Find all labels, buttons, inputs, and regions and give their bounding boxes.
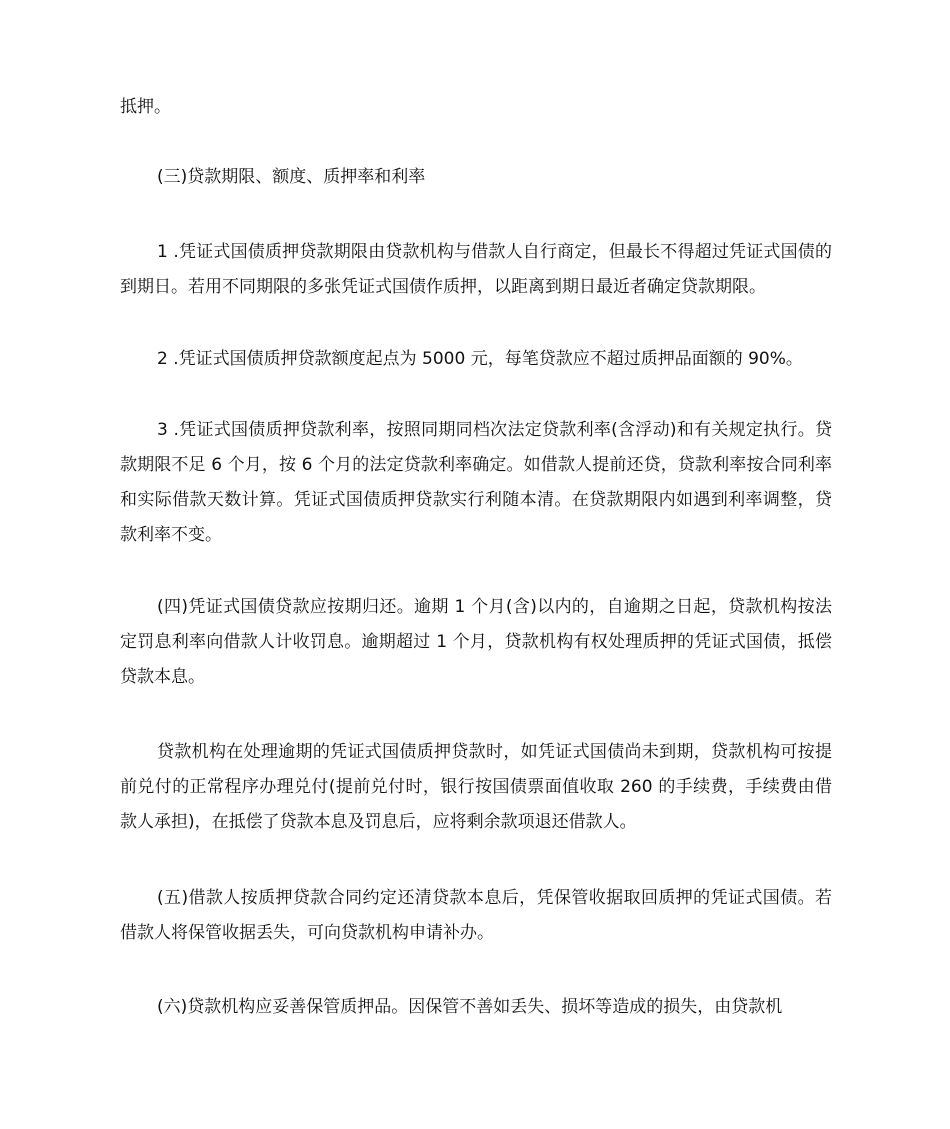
- paragraph-continuation: 抵押。: [120, 97, 171, 117]
- paragraph-overdue-handling: 贷款机构在处理逾期的凭证式国债质押贷款时，如凭证式国债尚未到期，贷款机构可按提前兑付的正常程序办理兑付(提前兑付时，银行按国债票面值收取 260 的手续费，手续费由借款人承担)，在抵偿了贷款本息及罚息后，应将剩余款项退还借款人。: [120, 742, 832, 832]
- paragraph-overdue-repayment: (四)凭证式国债贷款应按期归还。逾期 1 个月(含)以内的，自逾期之日起，贷款机构按法定罚息利率向借款人计收罚息。逾期超过 1 个月，贷款机构有权处理质押的凭证式国债，抵偿贷款本息。: [120, 597, 832, 687]
- paragraph-loan-amount: 2 .凭证式国债质押贷款额度起点为 5000 元，每笔贷款应不超过质押品面额的 90%。: [157, 349, 803, 369]
- paragraph-collateral-custody: (六)贷款机构应妥善保管质押品。因保管不善如丢失、损坏等造成的损失，由贷款机: [157, 997, 783, 1017]
- section-heading-loan-terms: (三)贷款期限、额度、质押率和利率: [157, 167, 426, 187]
- paragraph-loan-period: 1 .凭证式国债质押贷款期限由贷款机构与借款人自行商定，但最长不得超过凭证式国债的到期日。若用不同期限的多张凭证式国债作质押，以距离到期日最近者确定贷款期限。: [120, 242, 832, 297]
- paragraph-receipt-return: (五)借款人按质押贷款合同约定还清贷款本息后，凭保管收据取回质押的凭证式国债。若借款人将保管收据丢失，可向贷款机构申请补办。: [120, 888, 832, 943]
- paragraph-interest-rate: 3 .凭证式国债质押贷款利率，按照同期同档次法定贷款利率(含浮动)和有关规定执行。贷款期限不足 6 个月，按 6 个月的法定贷款利率确定。如借款人提前还贷，贷款利率按合同利率和实际借款天数计算。凭证式国债质押贷款实行利随本清。在贷款期限内如遇到利率调整，贷款利率不变。: [120, 420, 832, 545]
